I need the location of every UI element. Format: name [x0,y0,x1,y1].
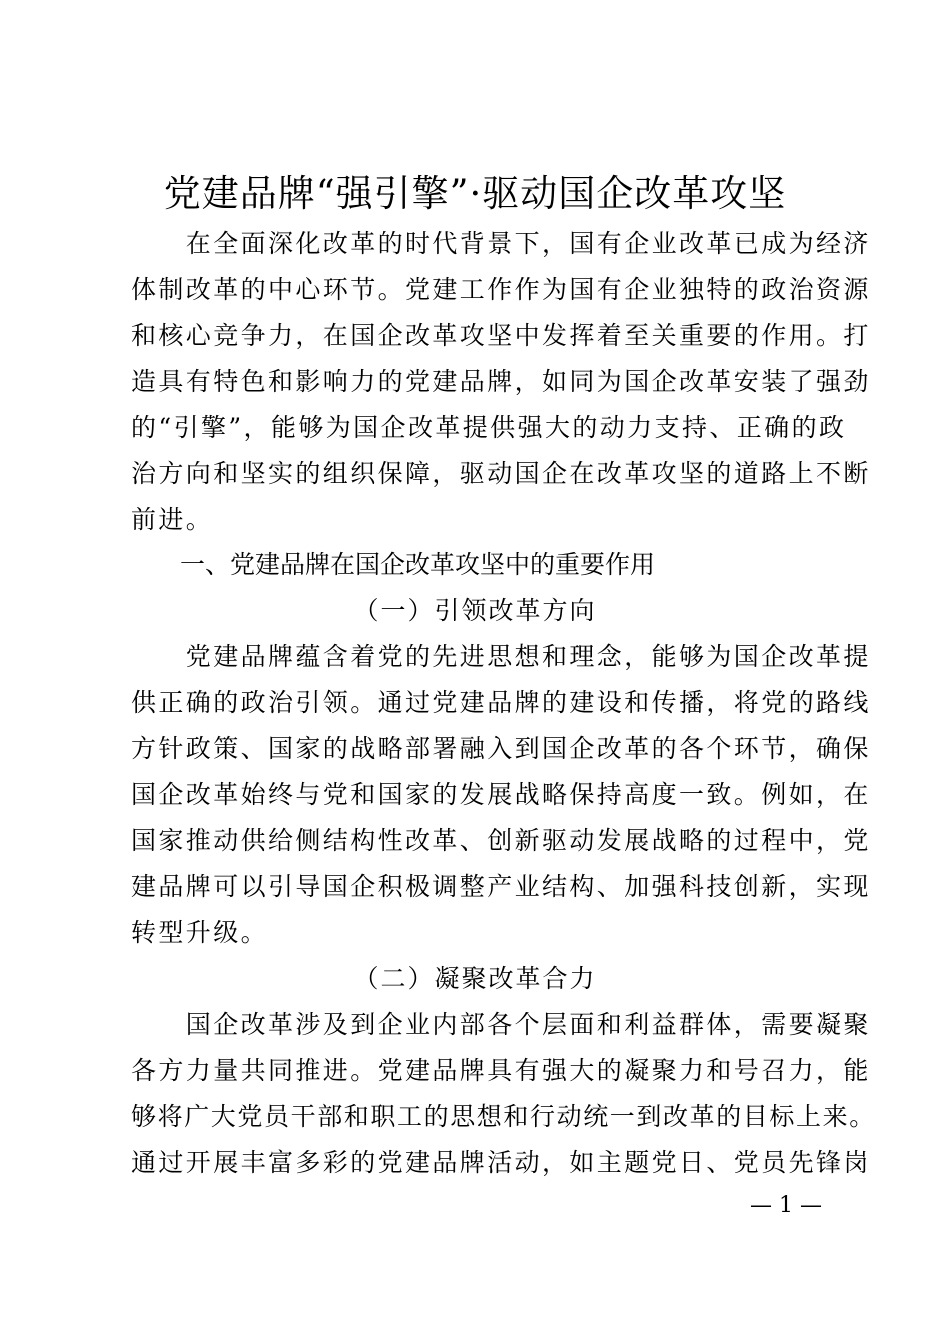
paragraph-line: 转型升级。 [131,918,269,947]
intro-line: 前进。 [131,505,214,534]
document-title: 党建品牌“强引擎”·驱动国企改革攻坚 [163,172,787,215]
paragraph-line: 国企改革始终与党和国家的发展战略保持高度一致。例如，在 [131,780,871,809]
paragraph-line: 国企改革涉及到企业内部各个层面和利益群体，需要凝聚 [131,1010,871,1039]
paragraph-line: 国家推动供给侧结构性改革、创新驱动发展战略的过程中，党 [131,826,871,855]
intro-line: 治方向和坚实的组织保障，驱动国企在改革攻坚的道路上不断 [131,459,871,488]
subsection-heading: （二）凝聚改革合力 [353,964,597,993]
paragraph-line: 方针政策、国家的战略部署融入到国企改革的各个环节，确保 [131,734,871,763]
paragraph-line: 供正确的政治引领。通过党建品牌的建设和传播，将党的路线 [131,688,871,717]
intro-line: 的“引擎”，能够为国企改革提供强大的动力支持、正确的政 [131,413,847,442]
paragraph-line: 党建品牌蕴含着党的先进思想和理念，能够为国企改革提 [131,642,871,671]
section-heading: 一、党建品牌在国企改革攻坚中的重要作用 [180,550,656,579]
page-number: — 1 — [750,1193,822,1218]
subsection-heading: （一）引领改革方向 [353,596,597,625]
paragraph-line: 各方力量共同推进。党建品牌具有强大的凝聚力和号召力，能 [131,1056,871,1085]
intro-line: 造具有特色和影响力的党建品牌，如同为国企改革安装了强劲 [131,367,871,396]
paragraph-line: 通过开展丰富多彩的党建品牌活动，如主题党日、党员先锋岗 [131,1148,871,1177]
intro-line: 体制改革的中心环节。党建工作作为国有企业独特的政治资源 [131,275,871,304]
paragraph-line: 够将广大党员干部和职工的思想和行动统一到改革的目标上来。 [131,1102,876,1131]
intro-line: 和核心竞争力，在国企改革攻坚中发挥着至关重要的作用。打 [131,321,871,350]
paragraph-line: 建品牌可以引导国企积极调整产业结构、加强科技创新，实现 [131,872,871,901]
intro-line: 在全面深化改革的时代背景下，国有企业改革已成为经济 [131,229,871,258]
